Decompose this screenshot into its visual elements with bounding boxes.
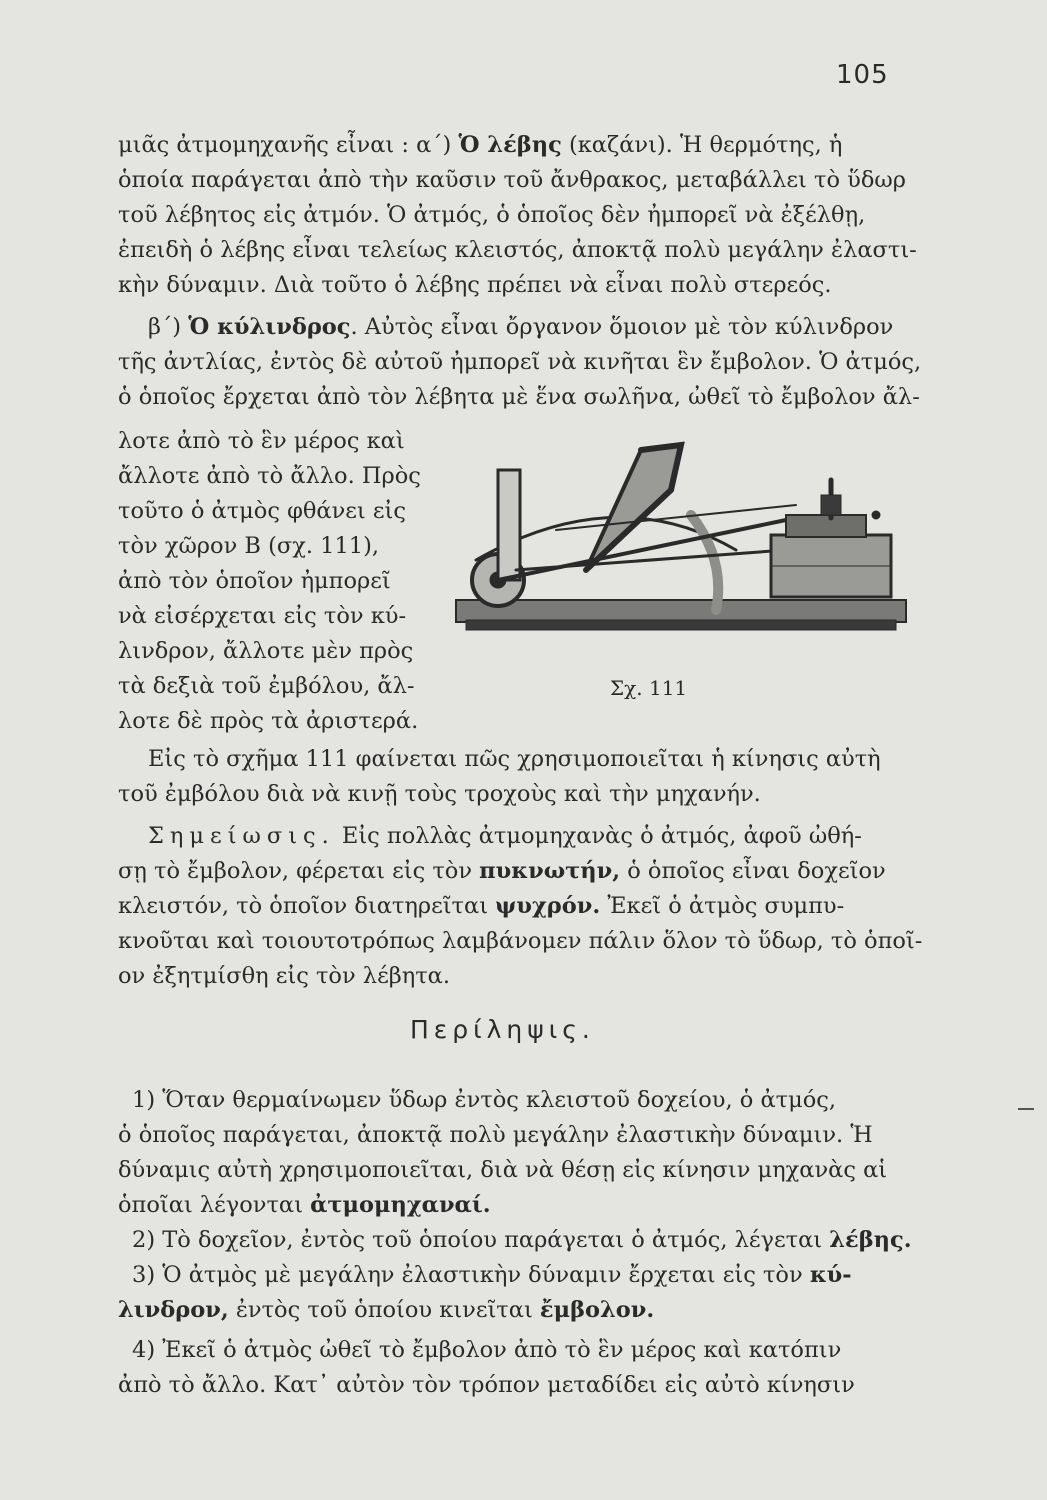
margin-mark xyxy=(1018,1108,1034,1110)
summary-heading: Περίληψις. xyxy=(410,1015,595,1044)
term-boiler-summary: λέβης. xyxy=(829,1227,912,1253)
text-line: ἀπὸ τὸν ὁποῖον ἠμπορεῖ xyxy=(118,568,391,594)
text-line xyxy=(118,889,940,924)
text-line xyxy=(118,854,940,889)
text-segment: Εἰς πολλὰς ἀτμομηχανὰς ὁ ἀτμός, ἀφοῦ ὠθή- xyxy=(334,823,862,849)
text-line xyxy=(118,1188,940,1223)
term-cylinder: Ὁ κύλινδρος xyxy=(188,314,351,340)
text-line: τοῦτο ὁ ἀτμὸς φθάνει εἰς xyxy=(118,498,406,524)
text-line: τοῦ λέβητος εἰς ἀτμόν. Ὁ ἀτμός, ὁ ὁποῖος δὲν ἠμπορεῖ νὰ ἐξέλθῃ, xyxy=(118,202,866,228)
text-segment: ὁ ὁποῖος εἶναι δοχεῖον xyxy=(620,858,886,884)
text-line: τοῦ ἐμβόλου διὰ νὰ κινῇ τοὺς τροχοὺς καὶ τὴν μηχανήν. xyxy=(118,781,761,807)
text-line: ον ἐξητμίσθη εἰς τὸν λέβητα. xyxy=(118,963,451,989)
term-cylinder-summary: κύ- xyxy=(809,1262,852,1288)
term-piston: ἔμβολον. xyxy=(539,1297,655,1323)
text-segment: σῃ τὸ ἔμβολον, φέρεται εἰς τὸν xyxy=(118,858,480,884)
text-line: λοτε δὲ πρὸς τὰ ἀριστερά. xyxy=(118,708,419,734)
text-segment: β΄) xyxy=(148,314,189,340)
term-cylinder-summary-cont: λινδρον, xyxy=(118,1297,229,1323)
text-segment: μιᾶς ἀτμομηχανῆς εἶναι : α΄) xyxy=(118,132,459,158)
term-condenser: πυκνωτήν, xyxy=(479,858,621,884)
text-segment: ὁποῖαι λέγονται xyxy=(118,1192,311,1218)
text-line: κνοῦται καὶ τοιουτοτρόπως λαμβάνομεν πάλιν ὅλον τὸ ὕδωρ, τὸ ὁποῖ- xyxy=(118,928,923,954)
text-line: ἀπὸ τὸ ἄλλο. Κατ᾽ αὐτὸν τὸν τρόπον μεταδίδει εἰς αὐτὸ κίνησιν xyxy=(118,1372,855,1398)
text-line: 1) Ὅταν θερμαίνωμεν ὕδωρ ἐντὸς κλειστοῦ δοχείου, ὁ ἀτμός, xyxy=(132,1087,837,1113)
term-steam-engines: ἀτμομηχαναί. xyxy=(310,1192,491,1218)
text-line: τὸν χῶρον Β (σχ. 111), xyxy=(118,533,380,559)
text-segment: . Αὐτὸς εἶναι ὄργανον ὅμοιον μὲ τὸν κύλινδρον xyxy=(350,314,894,340)
text-line xyxy=(118,1293,940,1328)
figure-caption: Σχ. 111 xyxy=(610,676,688,700)
text-line xyxy=(118,128,940,163)
text-segment: Ἐκεῖ ὁ ἀτμὸς συμπυ- xyxy=(600,893,845,919)
text-segment: κλειστόν, τὸ ὁποῖον διατηρεῖται xyxy=(118,893,496,919)
text-line xyxy=(148,819,970,854)
page-number: 105 xyxy=(836,60,889,90)
steam-engine-illustration xyxy=(436,420,916,670)
note-label: Σημείωσις. xyxy=(148,823,335,849)
text-segment: (καζάνι). Ἡ θερμότης, ἡ xyxy=(561,132,843,158)
text-segment: 2) Τὸ δοχεῖον, ἐντὸς τοῦ ὁποίου παράγεται ὁ ἀτμός, λέγεται xyxy=(132,1227,830,1253)
text-segment: ἐντὸς τοῦ ὁποίου κινεῖται xyxy=(228,1297,540,1323)
text-line: 4) Ἐκεῖ ὁ ἀτμὸς ὠθεῖ τὸ ἔμβολον ἀπὸ τὸ ἓν μέρος καὶ κατόπιν xyxy=(132,1337,842,1363)
text-line: ὁποία παράγεται ἀπὸ τὴν καῦσιν τοῦ ἄνθρακος, μεταβάλλει τὸ ὕδωρ xyxy=(118,167,906,193)
text-line: ὁ ὁποῖος παράγεται, ἀποκτᾷ πολὺ μεγάλην ἐλαστικὴν δύναμιν. Ἡ xyxy=(118,1122,873,1148)
text-line: τὰ δεξιὰ τοῦ ἐμβόλου, ἄλ- xyxy=(118,673,415,699)
text-line: ἄλλοτε ἀπὸ τὸ ἄλλο. Πρὸς xyxy=(118,463,421,489)
text-line xyxy=(132,1223,954,1258)
text-line: ἐπειδὴ ὁ λέβης εἶναι τελείως κλειστός, ἀποκτᾷ πολὺ μεγάλην ἐλαστι- xyxy=(118,237,917,263)
text-line xyxy=(148,310,970,345)
text-segment: 3) Ὁ ἀτμὸς μὲ μεγάλην ἐλαστικὴν δύναμιν ἔρχεται εἰς τὸν xyxy=(132,1262,810,1288)
text-line: δύναμις αὐτὴ χρησιμοποιεῖται, διὰ νὰ θέσῃ εἰς κίνησιν μηχανὰς αἱ xyxy=(118,1157,888,1183)
term-cold: ψυχρόν. xyxy=(495,893,601,919)
text-line: κὴν δύναμιν. Διὰ τοῦτο ὁ λέβης πρέπει νὰ εἶναι πολὺ στερεός. xyxy=(118,272,832,298)
text-line: Εἰς τὸ σχῆμα 111 φαίνεται πῶς χρησιμοποιεῖται ἡ κίνησις αὐτὴ xyxy=(148,746,881,772)
text-line: λοτε ἀπὸ τὸ ἓν μέρος καὶ xyxy=(118,428,405,454)
text-line: λινδρον, ἄλλοτε μὲν πρὸς xyxy=(118,638,414,664)
text-line: τῆς ἀντλίας, ἐντὸς δὲ αὐτοῦ ἠμπορεῖ νὰ κινῆται ἓν ἔμβολον. Ὁ ἀτμός, xyxy=(118,349,922,375)
text-line: νὰ εἰσέρχεται εἰς τὸν κύ- xyxy=(118,603,407,629)
term-boiler: Ὁ λέβης xyxy=(458,132,562,158)
text-line: ὁ ὁποῖος ἔρχεται ἀπὸ τὸν λέβητα μὲ ἕνα σωλῆνα, ὠθεῖ τὸ ἔμβολον ἄλ- xyxy=(118,384,920,410)
text-line xyxy=(132,1258,954,1293)
